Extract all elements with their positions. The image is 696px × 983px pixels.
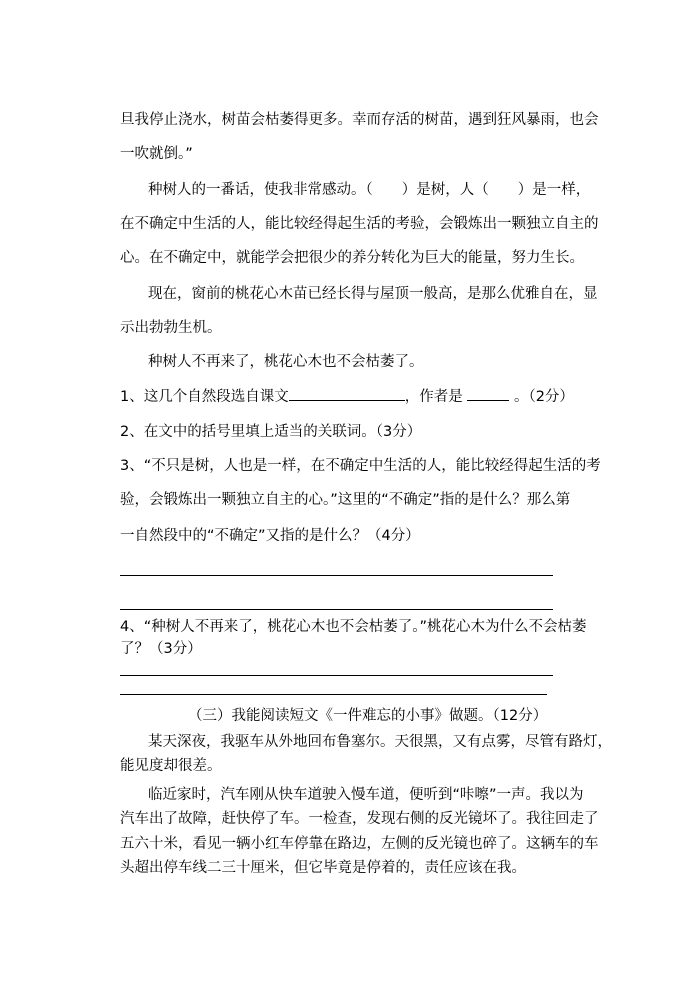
question-3-line: 一自然段中的“不确定”又指的是什么？（4分） (120, 528, 420, 544)
text-line: 旦我停止浇水，树苗会枯萎得更多。幸而存活的树苗，遇到狂风暴雨，也会 (120, 112, 599, 128)
answer-line[interactable] (120, 575, 553, 576)
story-line: 某天深夜，我驱车从外地回布鲁塞尔。天很黑，又有点雾，尽管有路灯， (148, 734, 612, 750)
section-3-title: （三）我能阅读短文《一件难忘的小事》做题。（12分） (188, 708, 548, 724)
question-3-line: 3、“不只是树，人也是一样，在不确定中生活的人，能比较经得起生活的考 (120, 458, 601, 474)
answer-line[interactable] (120, 609, 553, 610)
text-line: 心。在不确定中，就能学会把很少的养分转化为巨大的能量，努力生长。 (120, 250, 584, 266)
story-line: 头超出停车线二三十厘米，但它毕竟是停着的，责任应该在我。 (120, 860, 526, 876)
text-line: 一吹就倒。” (120, 146, 193, 162)
question-3-line: 验，会锻炼出一颗独立自主的心。”这里的“不确定”指的是什么？那么第 (120, 492, 571, 508)
answer-line[interactable] (120, 694, 547, 695)
question-1 (120, 386, 574, 407)
question-4-line: 4、“种树人不再来了，桃花心木也不会枯萎了。”桃花心木为什么不会枯萎 (120, 619, 587, 635)
story-line: 汽车出了故障，赶快停了车。一检查，发现右侧的反光镜坏了。我往回走了 (120, 811, 599, 827)
question-1-text: 1、这几个自然段选自课文 (120, 389, 289, 405)
question-2: 2、在文中的括号里填上适当的关联词。（3分） (120, 424, 422, 440)
text-line: 示出勃勃生机。 (120, 320, 222, 336)
text-line: 现在，窗前的桃花心木苗已经长得与屋顶一般高，是那么优雅自在，显 (148, 286, 598, 302)
question-1-score: 。（2分） (513, 389, 574, 405)
text-line: 种树人的一番话，使我非常感动。（ ）是树，人（ ）是一样， (148, 182, 591, 198)
question-4-line: 了？（3分） (120, 641, 202, 657)
story-line: 五六十米，看见一辆小红车停靠在路边，左侧的反光镜也碎了。这辆车的车 (120, 836, 599, 852)
story-line: 能见度却很差。 (120, 758, 222, 774)
answer-blank[interactable] (467, 386, 509, 401)
question-1-author: ，作者是 (404, 389, 463, 405)
story-line: 临近家时，汽车刚从快车道驶入慢车道，便听到“咔嚓”一声。我以为 (148, 787, 584, 803)
text-line: 种树人不再来了，桃花心木也不会枯萎了。 (148, 354, 424, 370)
answer-blank[interactable] (289, 386, 405, 401)
text-line: 在不确定中生活的人，能比较经得起生活的考验，会锻炼出一颗独立自主的 (120, 216, 599, 232)
answer-line[interactable] (120, 675, 553, 676)
